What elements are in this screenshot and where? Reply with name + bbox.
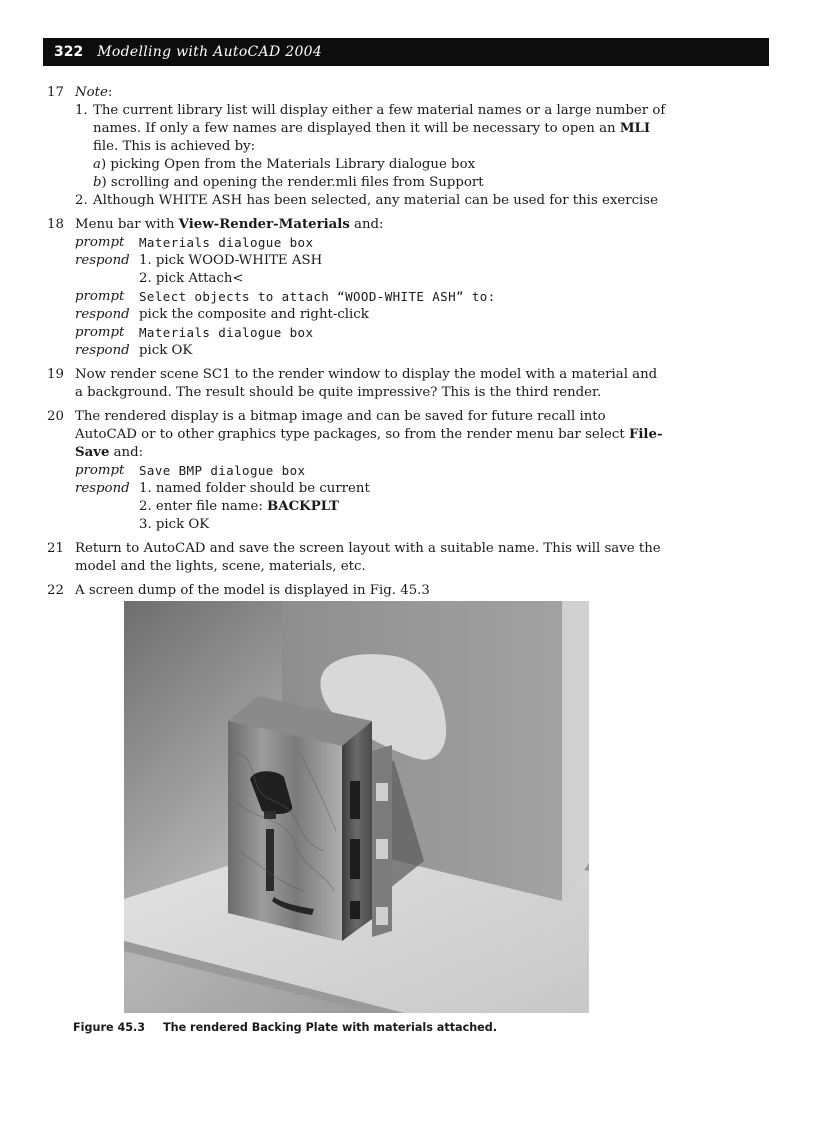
step-20: 20 The rendered display is a bitmap image and can be saved for future recall into AutoCAD or to other graphics type packages, so from the render menu bar select File-Save and: prompt Save BMP dialogue box respond 1. named folder should be current 2. enter file name: BACKPLT 3. pick OK [47,408,667,534]
note-item-1: 1. The current library list will display either a few material names or a large number of names. If only a few names are displayed then it will be necessary to open an MLI file. This is achieved by: a) picking Open from the Materials Library dialogue box b) scrolling and opening the render.mli files from Support [75,103,666,190]
back-plate-edge [562,601,589,901]
step-number: 22 [47,583,64,598]
prompt-line: prompt Save BMP dialogue box [75,463,306,478]
front-small-slot [264,811,276,819]
running-title: Modelling with AutoCAD 2004 [97,44,323,60]
side-slot-3 [350,901,360,919]
respond-continuation: 2. enter file name: BACKPLT [139,499,339,514]
respond-continuation: 2. pick Attach< [139,271,244,286]
running-header [43,38,769,66]
step-number: 19 [47,367,64,382]
respond-line: respond 1. named folder should be current [75,481,370,496]
figure-caption-text: The rendered Backing Plate with materials attached. [162,1021,498,1034]
page-number: 322 [54,44,84,60]
note-subitem-a: a) picking Open from the Materials Library dialogue box [93,157,476,172]
rendered-backing-plate-figure [124,601,589,1013]
step-number: 21 [47,541,64,556]
note-label: Note [75,85,108,100]
respond-line: respond pick the composite and right-click [75,307,369,322]
peg-1 [376,783,388,801]
step-22: 22 A screen dump of the model is displayed in Fig. 45.3 [47,583,430,598]
step-18: 18 Menu bar with View-Render-Materials and: prompt Materials dialogue box respond 1. pick WOOD-WHITE ASH 2. pick Attach< prompt Select objects to attach “WOOD-WHITE ASH” to: respond pick the composite and right-click prompt Materials dialogue box respond pick OK [47,216,667,360]
step-19: 19 Now render scene SC1 to the render window to display the model with a material and a background. The result should be quite impressive? This is the third render. [47,367,658,400]
prompt-line: prompt Select objects to attach “WOOD-WHITE ASH” to: [75,289,496,304]
side-slot-2 [350,839,360,879]
respond-continuation: 3. pick OK [139,517,210,532]
figure-caption [73,1021,497,1034]
prompt-line: prompt Materials dialogue box [75,325,314,340]
step-number: 20 [47,409,64,424]
step-number: 17 [47,85,64,100]
note-subitem-b: b) scrolling and opening the render.mli files from Support [93,175,484,190]
note-item-2: 2. Although WHITE ASH has been selected, any material can be used for this exercise [75,193,658,208]
side-slot-1 [350,781,360,819]
peg-2 [376,839,388,859]
peg-3 [376,907,388,925]
figure-label: Figure 45.3 [73,1021,146,1034]
prompt-line: prompt Materials dialogue box [75,235,314,250]
step-17: 17 Note: 1. The current library list will display either a few material names or a large number of names. If only a few names are displayed then it will be necessary to open an MLI file. This is achieved by: a) picking Open from the Materials Library dialogue box b) scrolling and opening the render.mli files from Support 2. Although WHITE ASH has been selected, any material can be used for this exercise [47,85,666,208]
page-body [47,84,667,606]
respond-line: respond pick OK [75,343,193,358]
step-number: 18 [47,217,64,232]
step-21: 21 Return to AutoCAD and save the screen layout with a suitable name. This will save the model and the lights, scene, materials, etc. [47,541,661,574]
front-long-slot [266,829,274,891]
respond-line: respond 1. pick WOOD-WHITE ASH [75,253,323,268]
